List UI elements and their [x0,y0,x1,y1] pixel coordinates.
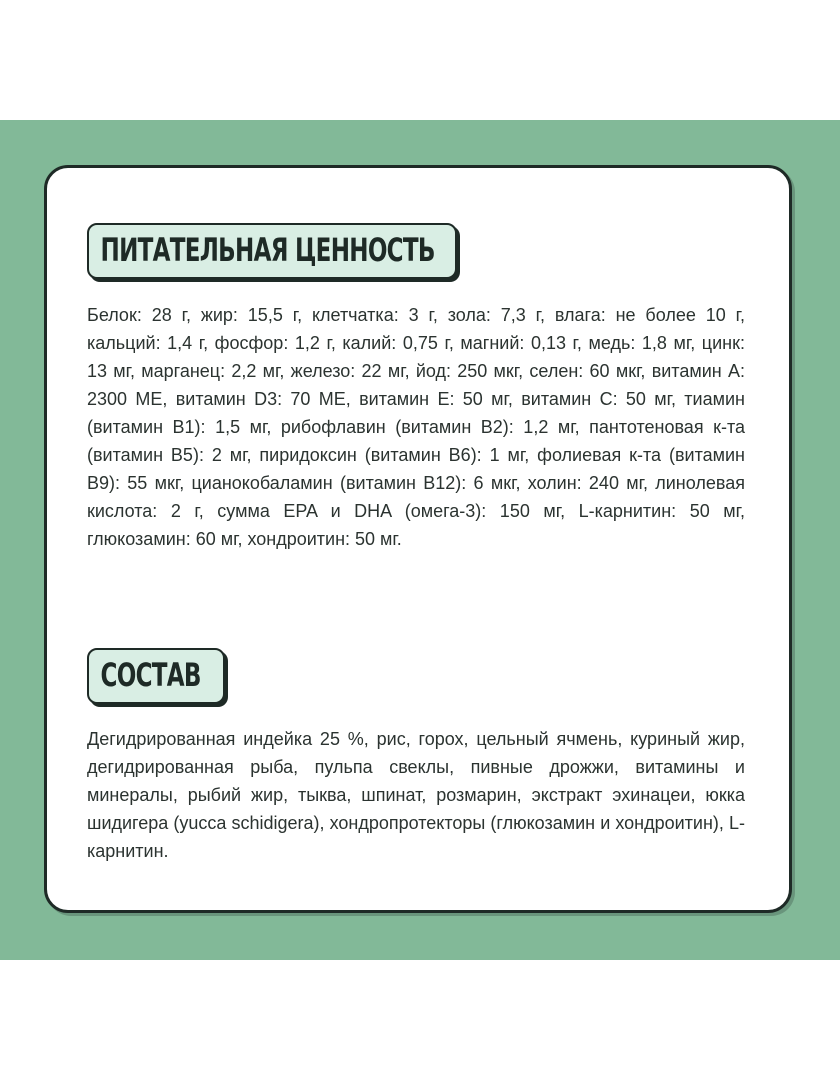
composition-text: Дегидрированная индейка 25 %, рис, горох, цельный ячмень, куриный жир, дегидрированная рыба, пульпа свеклы, пивные дрожжи, витамины и минералы, рыбий жир, тыква, шпинат, розмарин, экстракт эхинацеи, юкка шидигера (yucca schidigera), хондропротекторы (глюкозамин и хондроитин), L-карнитин. [87,729,745,861]
nutrition-heading: ПИТАТЕЛЬНАЯ ЦЕННОСТЬ [100,231,435,269]
nutrition-text: Белок: 28 г, жир: 15,5 г, клетчатка: 3 г, зола: 7,3 г, влага: не более 10 г, кальций: 1,4 г, фосфор: 1,2 г, калий: 0,75 г, магний: 0,13 г, медь: 1,8 мг, цинк: 13 мг, марганец: 2,2 мг, железо: 22 мг, йод: 250 мкг, селен: 60 мкг, витамин А: 2300 МЕ, витамин D3: 70 МЕ, витамин Е: 50 мг, витамин С: 50 мг, тиамин (витамин В1): 1,5 мг, рибофлавин (витамин В2): 1,2 мг, пантотеновая к-та (витамин В5): 2 мг, пиридоксин (витамин В6): 1 мг, фолиевая к-та (витамин В9): 55 мкг, цианокобаламин (витамин В12): 6 мкг, холин: 240 мг, линолевая кислота: 2 г, сумма EPA и DHA (омега-3): 150 мг, L-карнитин: 50 мг, глюкозамин: 60 мг, хондроитин: 50 мг. [87,305,745,549]
info-card [44,165,792,913]
composition-heading-box [87,648,225,704]
composition-heading: СОСТАВ [100,656,201,694]
nutrition-heading-box [87,223,457,279]
